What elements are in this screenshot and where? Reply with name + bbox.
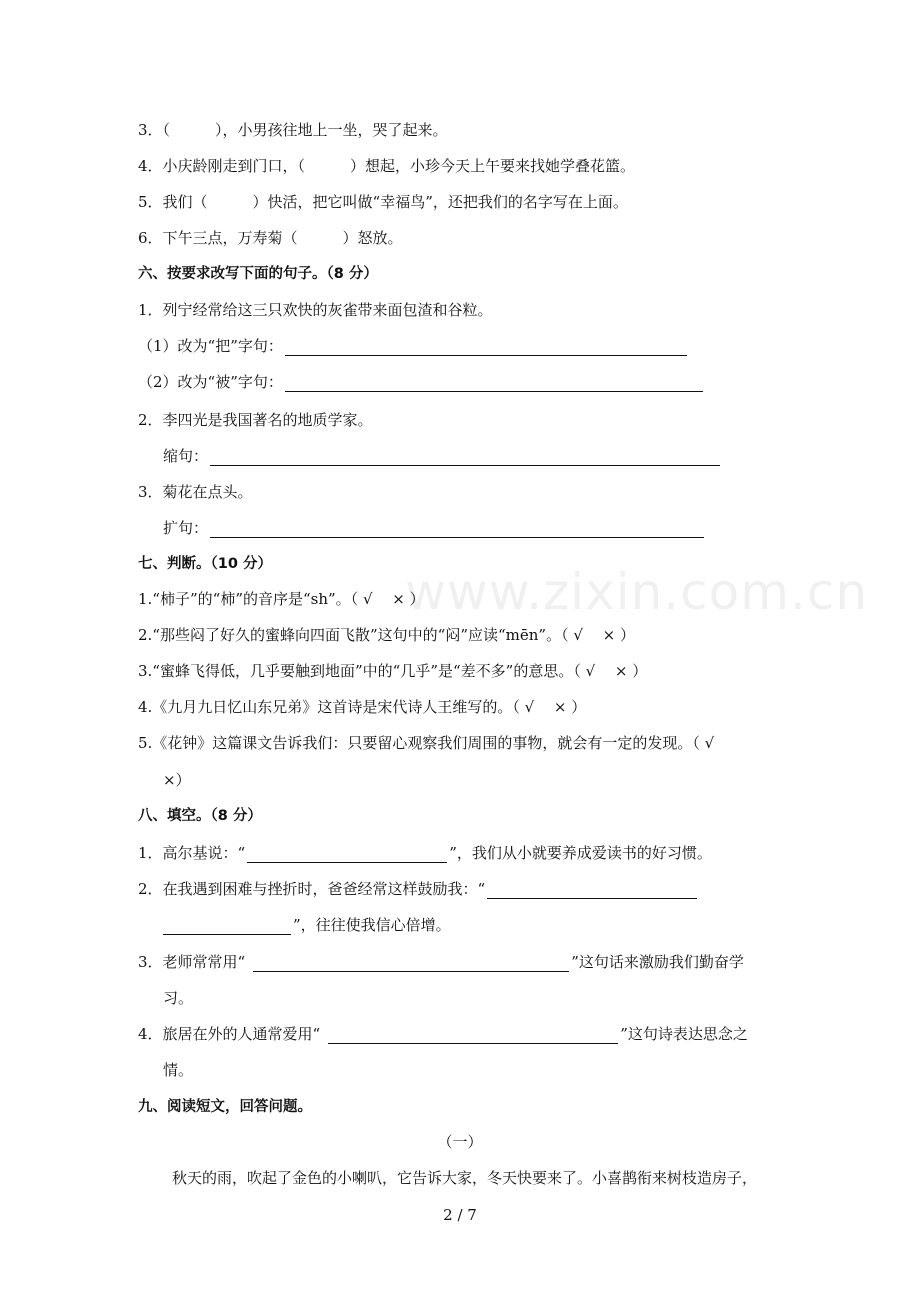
- s6-q1a-answer-line[interactable]: [285, 339, 687, 356]
- s8-q2: [138, 879, 699, 899]
- s7-item-1: 1.“柿子”的“柿”的音序是“sh”。（ √ × ）: [138, 590, 425, 608]
- s9-subheading: （一）: [437, 1133, 483, 1151]
- watermark: www.zixin.com.cn: [405, 563, 869, 621]
- s8-q4-cont: 情。: [163, 1061, 194, 1079]
- q5-item-4: 4．小庆龄刚走到门口，（ ）想起，小珍今天上午要来找她学叠花篮。: [138, 157, 636, 175]
- s8-q1-answer-line[interactable]: [247, 846, 447, 863]
- s6-q1b: [138, 372, 705, 392]
- s6-q2a-answer-line[interactable]: [210, 449, 720, 466]
- s7-item-4: 4.《九月九日忆山东兄弟》这首诗是宋代诗人王维写的。（ √ × ）: [138, 698, 587, 716]
- s8-q4-pre: 4．旅居在外的人通常爱用“: [138, 1025, 321, 1043]
- s8-q3-post: ”这句话来激励我们勤奋学: [571, 953, 744, 971]
- section7-title: 七、判断。（10 分）: [138, 556, 272, 572]
- s6-q1a: [138, 336, 689, 356]
- s6-q2a-label: 缩句：: [163, 447, 209, 465]
- s8-q2-pre: 2．在我遇到困难与挫折时，爸爸经常这样鼓励我：“: [138, 880, 486, 898]
- q5-item-3: 3．（ ），小男孩往地上一坐，哭了起来。: [138, 121, 448, 139]
- s8-q2-cont: [163, 915, 451, 935]
- section8-title: 八、填空。（8 分）: [138, 808, 262, 824]
- s8-q2-answer-line-1[interactable]: [487, 882, 697, 899]
- s8-q3: [138, 952, 744, 972]
- s8-q4: [138, 1024, 748, 1044]
- s8-q3-answer-line[interactable]: [253, 955, 569, 972]
- section9-title: 九、阅读短文，回答问题。: [138, 1099, 312, 1115]
- q5-item-5: 5．我们（ ）快活，把它叫做“幸福鸟”，还把我们的名字写在上面。: [138, 193, 628, 211]
- s6-q1: 1．列宁经常给这三只欢快的灰雀带来面包渣和谷粒。: [138, 301, 493, 319]
- s6-q3a-label: 扩句：: [163, 519, 209, 537]
- s8-q1: [138, 843, 712, 863]
- s8-q1-pre: 1．高尔基说：“: [138, 844, 246, 862]
- s8-q2-answer-line-2[interactable]: [163, 918, 291, 935]
- s8-q4-post: ”这句诗表达思念之: [620, 1025, 748, 1043]
- s8-q3-pre: 3．老师常常用“: [138, 953, 246, 971]
- s6-q3a-answer-line[interactable]: [210, 521, 704, 538]
- s7-item-3: 3.“蜜蜂飞得低，几乎要触到地面”中的“几乎”是“差不多”的意思。（ √ × ）: [138, 662, 648, 680]
- s9-passage: 秋天的雨，吹起了金色的小喇叭，它告诉大家，冬天快要来了。小喜鹊衔来树枝造房子，: [172, 1169, 758, 1187]
- s6-q1b-label: （2）改为“被”字句：: [138, 373, 283, 391]
- s7-item-5-cont: ×）: [163, 771, 191, 789]
- s8-q2-post: ”，往往使我信心倍增。: [293, 916, 451, 934]
- s6-q2a: [163, 446, 722, 466]
- s7-item-2: 2.“那些闷了好久的蜜蜂向四面飞散”这句中的“闷”应读“mēn”。（ √ × ）: [138, 626, 636, 644]
- s6-q1a-label: （1）改为“把”字句：: [138, 337, 283, 355]
- s6-q3: 3．菊花在点头。: [138, 483, 253, 501]
- q5-item-6: 6．下午三点，万寿菊（ ）怒放。: [138, 229, 403, 247]
- s6-q1b-answer-line[interactable]: [285, 375, 703, 392]
- s8-q1-post: ”，我们从小就要养成爱读书的好习惯。: [449, 844, 712, 862]
- s7-item-5: 5.《花钟》这篇课文告诉我们：只要留心观察我们周围的事物，就会有一定的发现。（ √: [138, 734, 715, 752]
- s8-q3-cont: 习。: [163, 989, 194, 1007]
- s8-q4-answer-line[interactable]: [328, 1027, 618, 1044]
- s6-q2: 2．李四光是我国著名的地质学家。: [138, 411, 373, 429]
- page-number: 2 / 7: [443, 1206, 477, 1224]
- section6-title: 六、按要求改写下面的句子。（8 分）: [138, 266, 378, 282]
- s6-q3a: [163, 518, 706, 538]
